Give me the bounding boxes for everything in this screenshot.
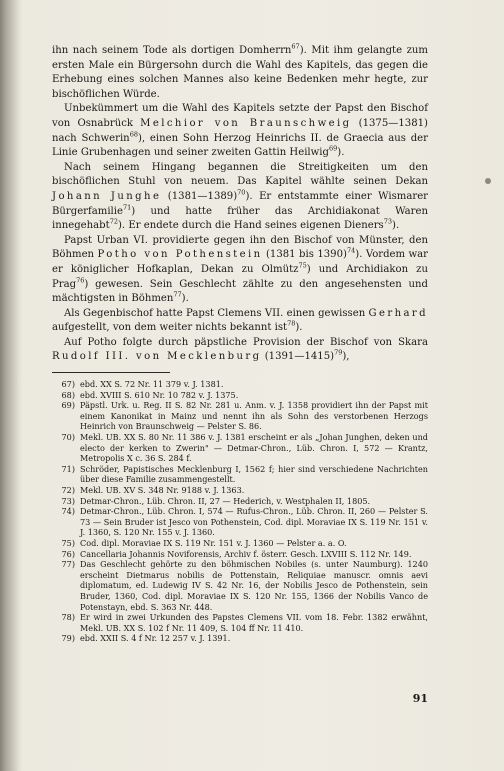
footnote-ref: 72 (109, 217, 118, 226)
footnote-number: 68) (61, 389, 75, 400)
footnote-number: 67) (61, 379, 75, 390)
footnote-text: Das Geschlecht gehörte zu den böhmischen Nobiles (s. unter Naumburg). 1240 erscheint Dietmarus nobilis de Pottenstain, Reliquiae manuscr. omnis aevi diplomatum, ed. Ludewig IV S. 42 Nr. 16, der Nobilis Jesco de Pothenstein, sein Bruder, 1360, Cod. dipl. Moraviae IX S. 120 Nr. 155, 1366 der Nobilis Vanco de Potenstayn, ebd. S. 363 Nr. 448. (80, 559, 428, 612)
footnote-ref: 69 (328, 144, 338, 153)
footnote-ref: 79 (334, 349, 343, 358)
paper-speck (485, 178, 491, 184)
footnote-text: Cod. dipl. Moraviae IX S. 119 Nr. 151 v. J. 1360 — Pelster a. a. O. (80, 537, 347, 548)
text-run: Als Gegenbischof hatte Papst Clemens VII. einen gewissen (64, 307, 369, 319)
footnote-ref: 74 (346, 246, 356, 255)
footnote-text: ebd. XVIII S. 610 Nr. 10 782 v. J. 1375. (80, 389, 239, 400)
footnote-text: Er wird in zwei Urkunden des Papstes Clemens VII. vom 18. Febr. 1382 erwähnt, Mekl. UB. XX S. 102 f Nr. 11 409, S. 104 ff Nr. 11 410. (80, 612, 428, 633)
footnote (52, 432, 428, 464)
text-run: aufgestellt, von dem weiter nichts bekannt ist (52, 322, 288, 334)
text-run: ). Er entstammte einer Wismarer Bürgerfamilie (52, 190, 428, 217)
footnote-ref: 70 (237, 188, 246, 197)
footnote-rule (52, 372, 170, 373)
footnote-ref: 71 (123, 203, 132, 212)
text-run: ihn nach seinem Tode als dortigen Domherrn (52, 45, 292, 56)
spine-shadow (0, 0, 22, 771)
footnote (52, 400, 428, 432)
text-run: Auf Potho folgte durch päpstliche Provision der Bischof von Skara (64, 336, 428, 348)
text-run: Papst Urban VI. providierte gegen ihn den Bischof von Münster, den Böhmen (52, 234, 428, 261)
footnote-ref: 73 (383, 217, 393, 226)
spaced-name: Potho von Pothenstein (97, 249, 263, 261)
book-page (52, 44, 428, 744)
text-run: ) gewesen. Sein Geschlecht zählte zu den angesehensten und mächtigsten in Böhmen (52, 278, 428, 305)
footnote (52, 612, 428, 633)
footnote-text: ebd. XXII S. 4 f Nr. 12 257 v. J. 1391. (80, 633, 231, 644)
text-run: ). Vordem war er königlicher Hofkaplan, Dekan zu Olmütz (52, 249, 429, 275)
paragraph (52, 234, 428, 307)
footnote-number: 77) (61, 559, 75, 570)
text-run: ). (181, 293, 189, 305)
footnote-text: Schröder, Papistisches Mecklenburg I, 1562 f; hier sind verschiedene Nachrichten über diese Familie zusammengestellt. (80, 463, 428, 485)
footnote-number: 76) (61, 548, 75, 559)
spaced-name: Rudolf III. von Mecklenburg (52, 351, 262, 363)
footnote-text: ebd. XX S. 72 Nr. 11 379 v. J. 1381. (80, 379, 224, 390)
text-run: (1381 bis 1390) (262, 249, 347, 261)
footnote (52, 485, 428, 496)
paragraph (52, 336, 428, 365)
footnote-number: 69) (61, 400, 75, 411)
footnote-ref: 67 (291, 42, 300, 51)
footnote (52, 633, 428, 644)
footnote-text: Detmar-Chron., Lüb. Chron. II, 27 — Hederich, v. Westphalen II, 1805. (80, 495, 371, 506)
footnote-text: Päpstl. Urk. u. Reg. II S. 82 Nr. 281 u. Anm. v. J. 1358 providiert ihn der Papst mit einem Kanonikat in Mainz und nennt ihn als Sohn des verstorbenen Herzogs Heinrich von Braunschweig — Pelster S. 86. (80, 400, 428, 432)
footnote-ref: 77 (173, 290, 182, 299)
text-run: ) und hatte früher das Archidiakonat Waren innegehabt (52, 205, 428, 232)
text-run: ). Mit ihm gelangte zum ersten Male ein Bürgersohn durch die Wahl des Kapitels, das gegen die Erhebung eines solchen Mannes also keine Bedenken mehr hegte, zur bischöflichen Würde. (52, 45, 428, 100)
paragraph (52, 161, 428, 234)
footnote-number: 78) (61, 612, 75, 623)
footnotes (52, 379, 428, 644)
footnote (52, 559, 428, 612)
footnote-text: Mekl. UB. XV S. 348 Nr. 9188 v. J. 1363. (80, 485, 245, 495)
footnote-number: 75) (61, 537, 75, 548)
footnote (52, 379, 428, 390)
spaced-name: Johann Junghe (52, 190, 162, 202)
footnote-ref: 68 (129, 130, 138, 139)
paragraph (52, 307, 428, 336)
body-text (52, 44, 428, 365)
text-run: ). (392, 220, 400, 232)
footnote (52, 464, 428, 485)
footnote-number: 74) (61, 506, 75, 517)
footnote (52, 496, 428, 507)
footnote (52, 390, 428, 401)
footnote-number: 70) (61, 432, 75, 443)
page-number: 91 (412, 692, 428, 705)
spaced-name: Melchior von Braunschweig (140, 117, 352, 129)
text-run: ), (342, 351, 350, 363)
paragraph (52, 102, 428, 160)
text-run: ). (295, 322, 303, 334)
footnote (52, 549, 428, 560)
footnote-number: 73) (61, 495, 75, 506)
text-run: ). (337, 147, 345, 159)
text-run: ). Er endete durch die Hand seines eigenen Dieners (117, 220, 384, 232)
footnote-number: 72) (61, 485, 75, 495)
paragraph (52, 44, 428, 102)
footnote-ref: 76 (76, 276, 85, 285)
text-run: ) und Archidiakon zu Prag (52, 263, 428, 290)
text-run: ), einen Sohn Herzog Heinrichs II. de Graecia aus der Linie Grubenhagen und seiner zweiten Gattin Heilwig (52, 132, 428, 159)
footnote-ref: 75 (298, 261, 307, 270)
footnote-number: 79) (61, 633, 75, 644)
footnote (52, 538, 428, 549)
footnote (52, 506, 428, 538)
footnote-number: 71) (61, 463, 75, 474)
footnote-ref: 78 (287, 319, 296, 328)
text-run: (1375—1381) nach Schwerin (52, 117, 428, 144)
footnote-text: Cancellaria Johannis Noviforensis, Archiv f. österr. Gesch. LXVIII S. 112 Nr. 149. (80, 548, 412, 559)
text-run: Unbekümmert um die Wahl des Kapitels setzte der Papst den Bischof von Osnabrück (52, 103, 428, 129)
text-run: (1381—1389) (161, 190, 238, 202)
text-run: (1391—1415) (261, 351, 335, 363)
footnote-text: Mekl. UB. XX S. 80 Nr. 11 386 v. J. 1381 erscheint er als „Johan Junghen, deken und electo der kerken to Zwerin" — Detmar-Chron., Lüb. Chron. I, 572 — Krantz, Metropolis X c. 36 S. 284 f. (80, 432, 428, 464)
footnote-text: Detmar-Chron., Lüb. Chron. I, 574 — Rufus-Chron., Lüb. Chron. II, 260 — Pelster S. 73 — Sein Bruder ist Jesco von Pothenstein, Cod. dipl. Moraviae IX S. 119 Nr. 151 v. J. 1360, S. 120 Nr. 155 v. J. 1360. (80, 506, 428, 538)
text-run: Nach seinem Hingang begannen die Streitigkeiten um den bischöflichen Stuhl von neuem. Das Kapitel wählte seinen Dekan (52, 161, 428, 188)
spaced-name: Gerhard (368, 307, 428, 319)
